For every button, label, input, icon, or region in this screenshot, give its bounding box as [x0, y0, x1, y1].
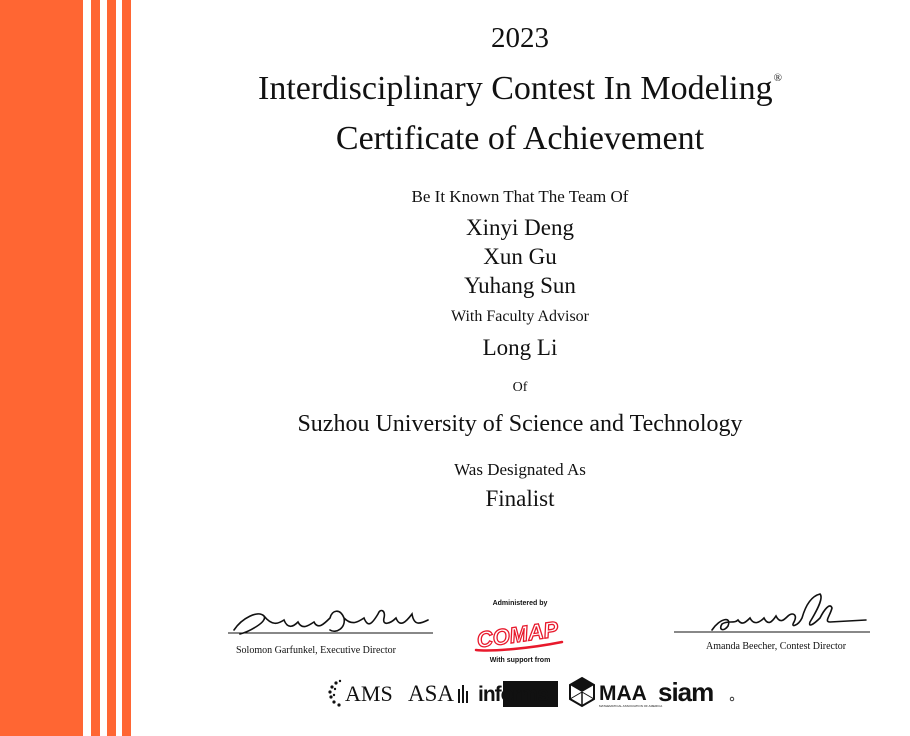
border-stripe: [122, 0, 131, 736]
ams-logo: [326, 675, 406, 709]
contest-director-caption: Amanda Beecher, Contest Director: [706, 641, 847, 652]
border-stripe: [91, 0, 100, 736]
contest-name: Interdisciplinary Contest In Modeling: [258, 70, 773, 107]
team-member: Xun Gu: [483, 244, 557, 269]
maa-logo-text: MAA: [599, 682, 647, 705]
contest-year: 2023: [491, 22, 549, 54]
intro-text: Be It Known That The Team Of: [411, 187, 629, 206]
team-member: Yuhang Sun: [464, 273, 576, 298]
administered-by-label: Administered by: [492, 600, 548, 607]
siam-logo-text: siam: [658, 677, 714, 707]
contest-director-signature: [674, 592, 870, 638]
advisor-name: Long Li: [482, 335, 558, 360]
certificate-title: Certificate of Achievement: [335, 120, 705, 157]
maa-logo-subtext: MATHEMATICAL ASSOCIATION OF AMERICA: [599, 704, 663, 708]
registered-mark: ®: [773, 72, 782, 84]
border-stripe: [107, 0, 116, 736]
comap-logo: [472, 612, 564, 654]
informs-logo-text: informs: [478, 683, 549, 706]
maa-logo: [566, 675, 663, 709]
institution-name: Suzhou University of Science and Technology: [297, 411, 743, 437]
executive-director-caption: Solomon Garfunkel, Executive Director: [236, 645, 396, 656]
designated-label: Was Designated As: [454, 460, 586, 479]
informs-logo: [476, 675, 562, 709]
comap-logo-text: COMAP: [475, 616, 560, 653]
asa-logo-text: ASA: [408, 681, 455, 706]
of-label: Of: [512, 380, 528, 395]
border-stripe-wide: [0, 0, 83, 736]
with-support-label: With support from: [489, 657, 551, 664]
ams-logo-text: AMS: [345, 681, 393, 706]
team-member: Xinyi Deng: [466, 215, 574, 240]
award-level: Finalist: [485, 486, 555, 511]
advisor-label: With Faculty Advisor: [450, 308, 589, 325]
contest-name-heading: [130, 70, 910, 108]
asa-logo: [408, 675, 470, 709]
executive-director-signature: [228, 600, 433, 640]
siam-logo: [658, 675, 738, 709]
